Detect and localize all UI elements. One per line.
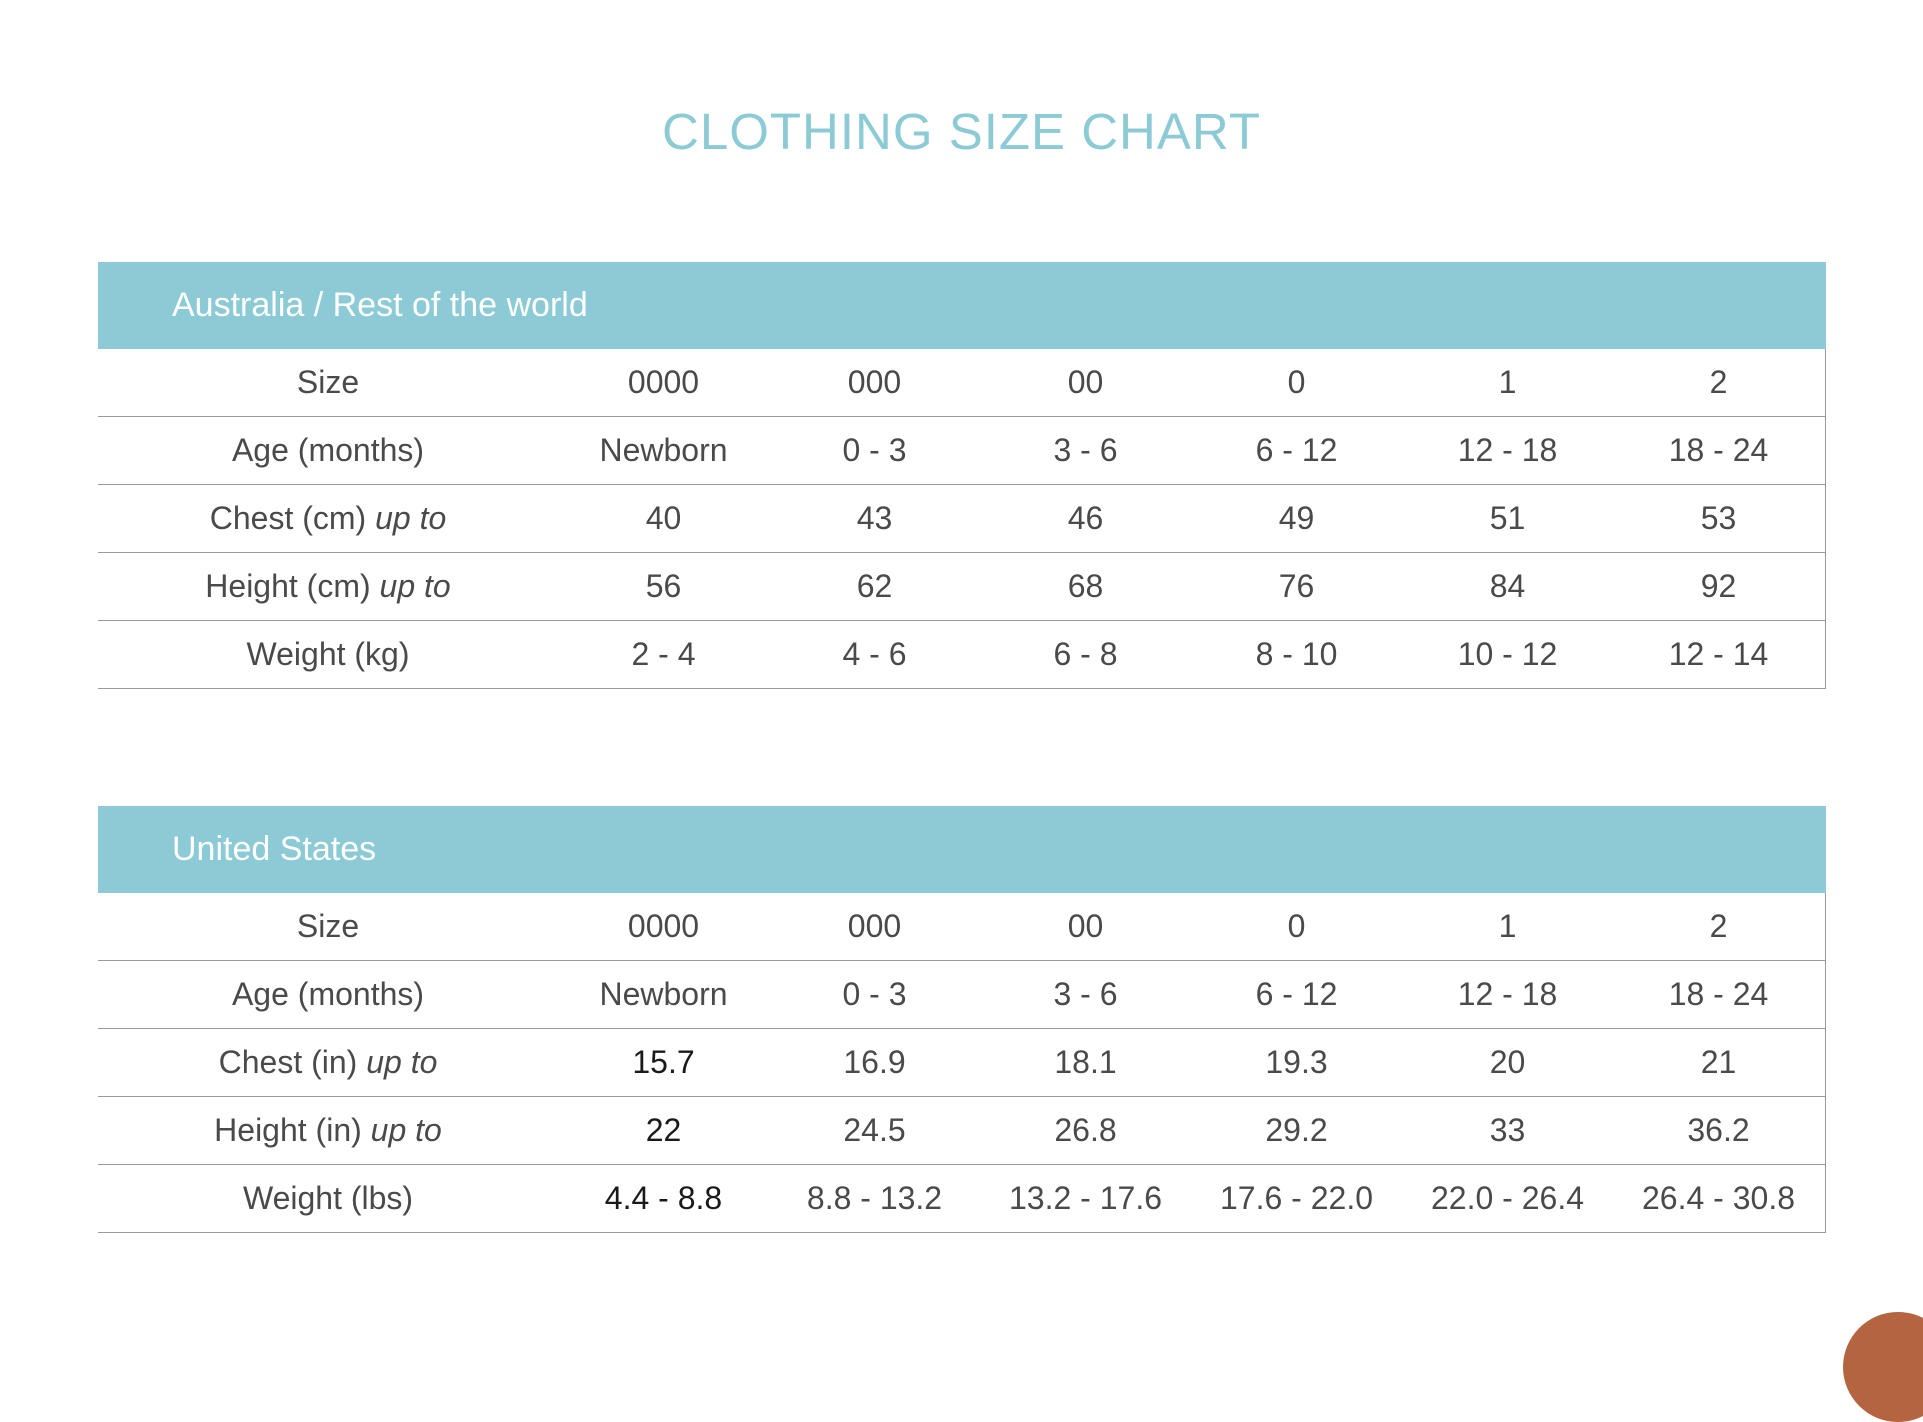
table-cell: 33 bbox=[1489, 1112, 1526, 1148]
table-cell: 26.4 - 30.8 bbox=[1642, 1180, 1795, 1216]
table-cell: 53 bbox=[1700, 500, 1737, 536]
table-header: Australia / Rest of the world bbox=[98, 262, 1826, 349]
size-table-united-states bbox=[98, 806, 1826, 1233]
table-cell: 22.0 - 26.4 bbox=[1431, 1180, 1584, 1216]
corner-decoration-circle bbox=[1843, 1312, 1923, 1422]
table-cell: 12 - 18 bbox=[1457, 432, 1558, 468]
table-row-height bbox=[98, 1097, 1825, 1165]
table-cell: Newborn bbox=[599, 432, 728, 468]
table-cell: 17.6 - 22.0 bbox=[1220, 1180, 1373, 1216]
table-cell: 0000 bbox=[627, 364, 700, 400]
row-qualifier: up to bbox=[379, 568, 451, 604]
table-cell: 000 bbox=[847, 908, 902, 944]
row-label: Size bbox=[296, 908, 360, 944]
table-cell: 0 - 3 bbox=[842, 976, 907, 1012]
table-body bbox=[98, 893, 1826, 1233]
table-cell: 18 - 24 bbox=[1668, 976, 1769, 1012]
row-label: Weight (kg) bbox=[246, 636, 410, 672]
table-cell: 15.7 bbox=[632, 1044, 695, 1080]
row-label: Chest (cm) up to bbox=[209, 500, 447, 536]
table-row-weight bbox=[98, 1165, 1825, 1233]
table-cell: 68 bbox=[1067, 568, 1104, 604]
row-label: Height (in) up to bbox=[214, 1112, 442, 1148]
row-label: Weight (lbs) bbox=[242, 1180, 414, 1216]
table-cell: 18 - 24 bbox=[1668, 432, 1769, 468]
row-qualifier: up to bbox=[375, 500, 447, 536]
table-cell: 0000 bbox=[627, 908, 700, 944]
table-row-weight bbox=[98, 621, 1825, 689]
table-cell: 62 bbox=[856, 568, 893, 604]
table-cell: 000 bbox=[847, 364, 902, 400]
table-row-height bbox=[98, 553, 1825, 621]
table-cell: 43 bbox=[856, 500, 893, 536]
table-cell: Newborn bbox=[599, 976, 728, 1012]
table-cell: 8.8 - 13.2 bbox=[806, 1180, 943, 1216]
row-qualifier: up to bbox=[370, 1112, 442, 1148]
table-cell: 18.1 bbox=[1054, 1044, 1117, 1080]
table-cell: 12 - 14 bbox=[1668, 636, 1769, 672]
table-cell: 00 bbox=[1067, 364, 1104, 400]
table-row-chest bbox=[98, 485, 1825, 553]
table-row-size bbox=[98, 349, 1825, 417]
table-cell: 24.5 bbox=[843, 1112, 906, 1148]
table-header: United States bbox=[98, 806, 1826, 893]
table-cell: 2 bbox=[1709, 908, 1728, 944]
row-label: Age (months) bbox=[231, 976, 425, 1012]
table-cell: 10 - 12 bbox=[1457, 636, 1558, 672]
table-cell: 21 bbox=[1700, 1044, 1737, 1080]
table-cell: 3 - 6 bbox=[1053, 976, 1118, 1012]
table-body bbox=[98, 349, 1826, 689]
table-cell: 0 - 3 bbox=[842, 432, 907, 468]
row-label: Size bbox=[296, 364, 360, 400]
table-cell: 2 - 4 bbox=[631, 636, 696, 672]
table-row-size bbox=[98, 893, 1825, 961]
table-cell: 1 bbox=[1498, 908, 1517, 944]
page-title: CLOTHING SIZE CHART bbox=[662, 103, 1261, 160]
table-cell: 84 bbox=[1489, 568, 1526, 604]
table-cell: 6 - 12 bbox=[1255, 432, 1338, 468]
table-cell: 26.8 bbox=[1054, 1112, 1117, 1148]
row-label: Age (months) bbox=[231, 432, 425, 468]
table-row-age bbox=[98, 961, 1825, 1029]
table-cell: 20 bbox=[1489, 1044, 1526, 1080]
table-cell: 51 bbox=[1489, 500, 1526, 536]
table-cell: 12 - 18 bbox=[1457, 976, 1558, 1012]
table-cell: 3 - 6 bbox=[1053, 432, 1118, 468]
table-cell: 16.9 bbox=[843, 1044, 906, 1080]
table-cell: 4 - 6 bbox=[842, 636, 907, 672]
size-table-australia bbox=[98, 262, 1826, 689]
table-cell: 1 bbox=[1498, 364, 1517, 400]
table-cell: 4.4 - 8.8 bbox=[604, 1180, 723, 1216]
table-cell: 6 - 8 bbox=[1053, 636, 1118, 672]
table-cell: 56 bbox=[645, 568, 682, 604]
table-cell: 19.3 bbox=[1265, 1044, 1328, 1080]
table-cell: 13.2 - 17.6 bbox=[1009, 1180, 1162, 1216]
table-row-age bbox=[98, 417, 1825, 485]
table-cell: 46 bbox=[1067, 500, 1104, 536]
table-cell: 22 bbox=[645, 1112, 682, 1148]
table-cell: 49 bbox=[1278, 500, 1315, 536]
row-qualifier: up to bbox=[366, 1044, 438, 1080]
table-cell: 76 bbox=[1278, 568, 1315, 604]
table-cell: 36.2 bbox=[1687, 1112, 1750, 1148]
table-cell: 2 bbox=[1709, 364, 1728, 400]
table-cell: 92 bbox=[1700, 568, 1737, 604]
row-label: Chest (in) up to bbox=[218, 1044, 438, 1080]
table-cell: 40 bbox=[645, 500, 682, 536]
table-cell: 00 bbox=[1067, 908, 1104, 944]
row-label: Height (cm) up to bbox=[205, 568, 451, 604]
table-cell: 6 - 12 bbox=[1255, 976, 1338, 1012]
table-cell: 8 - 10 bbox=[1255, 636, 1338, 672]
table-cell: 29.2 bbox=[1265, 1112, 1328, 1148]
table-row-chest bbox=[98, 1029, 1825, 1097]
table-cell: 0 bbox=[1287, 908, 1306, 944]
table-cell: 0 bbox=[1287, 364, 1306, 400]
